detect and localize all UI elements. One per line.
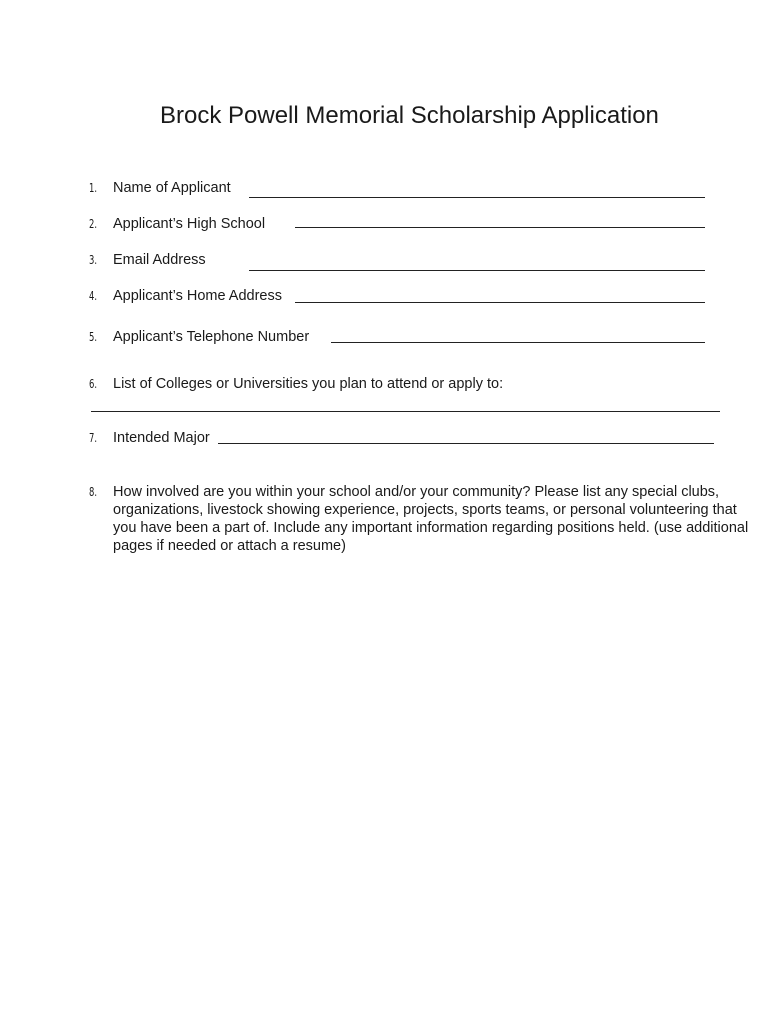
telephone-number-field[interactable] [331, 342, 705, 343]
email-address-field[interactable] [249, 270, 705, 271]
question-5-number: 5. [89, 330, 98, 344]
question-6-label: List of Colleges or Universities you plan to attend or apply to: [113, 376, 504, 392]
question-2-number: 2. [89, 217, 98, 231]
question-8-number: 8. [89, 485, 98, 499]
colleges-field[interactable] [91, 411, 720, 412]
question-3-label: Email Address [113, 252, 206, 268]
question-7-label: Intended Major [113, 430, 210, 446]
question-3-number: 3. [89, 253, 98, 267]
question-8-text: How involved are you within your school and/or your community? Please list any special clubs, organizations, livestock showing experience, projects, sports teams, or personal volunteering that you have been a part of. Include any important information regarding positions held. (use additional pages if needed or attach a resume) [113, 484, 749, 554]
question-1-number: 1. [89, 181, 98, 195]
question-4-label: Applicant’s Home Address [113, 288, 282, 304]
question-6-number: 6. [89, 377, 98, 391]
name-of-applicant-field[interactable] [249, 197, 705, 198]
intended-major-field[interactable] [218, 443, 714, 444]
question-2-label: Applicant’s High School [113, 216, 266, 232]
question-5-label: Applicant’s Telephone Number [113, 329, 310, 345]
form-title: Brock Powell Memorial Scholarship Application [160, 102, 659, 129]
high-school-field[interactable] [295, 227, 705, 228]
home-address-field[interactable] [295, 302, 705, 303]
question-4-number: 4. [89, 289, 98, 303]
question-1-label: Name of Applicant [113, 180, 231, 196]
question-7-number: 7. [89, 431, 98, 445]
